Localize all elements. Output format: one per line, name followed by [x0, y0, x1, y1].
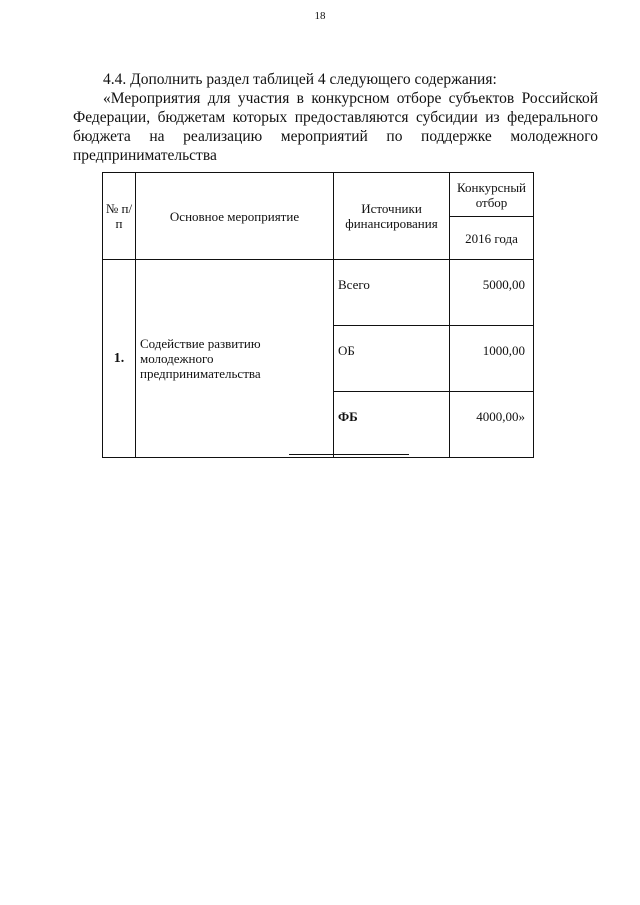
value-cell: 5000,00: [450, 260, 534, 326]
end-rule-divider: [289, 454, 409, 455]
page-number: 18: [314, 10, 326, 22]
table-row: [103, 260, 534, 326]
table-title-paragraph: «Мероприятия для участия в конкурсном отборе субъектов Российской Федерации, бюджетам которых предоставляются субсидии из федерального бюджета на реализацию мероприятий по поддержке молодежного предпринимательства: [73, 90, 598, 164]
value-cell: 1000,00: [450, 326, 534, 392]
header-number: № п/п: [103, 173, 136, 260]
header-year: 2016 года: [450, 217, 534, 260]
header-competitive-selection: Конкурсный отбор: [450, 173, 534, 217]
section-heading: 4.4. Дополнить раздел таблицей 4 следующего содержания:: [103, 71, 497, 88]
source-cell: Всего: [334, 260, 450, 326]
measures-table: [102, 172, 534, 458]
source-cell: ОБ: [334, 326, 450, 392]
source-cell: ФБ: [334, 392, 450, 458]
value-cell: 4000,00»: [450, 392, 534, 458]
header-main-activity: Основное мероприятие: [136, 173, 334, 260]
table-header-row: [103, 173, 534, 217]
row-activity: Содействие развитию молодежного предпринимательства: [136, 260, 334, 458]
row-number: 1.: [103, 260, 136, 458]
header-funding-sources: Источники финансирования: [334, 173, 450, 260]
